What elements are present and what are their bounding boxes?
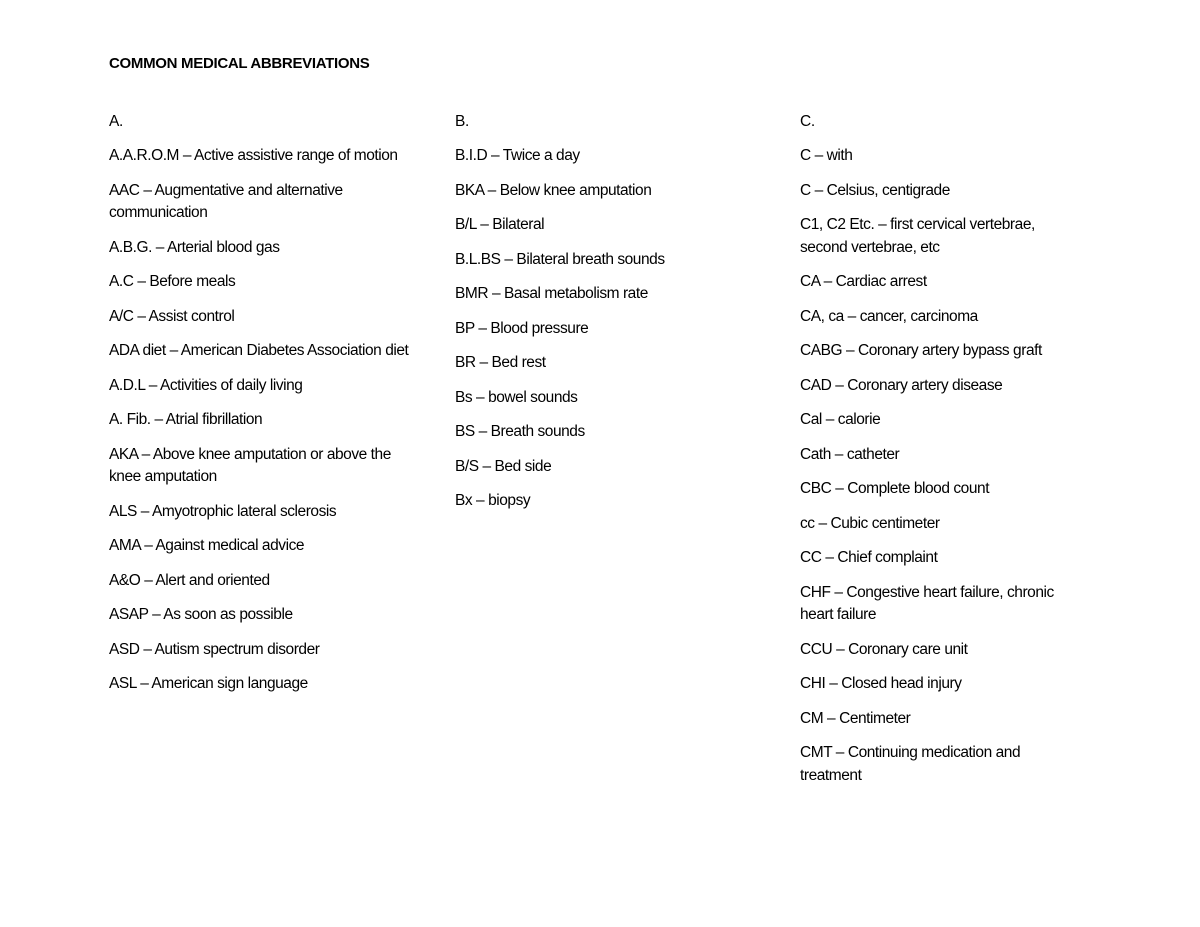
abbreviation-entry: AMA – Against medical advice [109,537,305,554]
abbreviation-entry: BKA – Below knee amputation [455,181,652,199]
abbreviation-entry: ADA diet – American Diabetes Association diet [109,342,409,359]
abbreviation-entry: CABG – Coronary artery bypass graft [800,342,1042,359]
abbreviation-entry: cc – Cubic centimeter [800,514,940,532]
abbreviation-entry: CMT – Continuing medication and treatment [800,744,1021,784]
abbreviation-entry: A.D.L – Activities of daily living [109,376,303,394]
abbreviation-entry: A.C – Before meals [109,273,236,290]
abbreviation-entry: CA – Cardiac arrest [800,273,927,290]
abbreviation-entry: AAC – Augmentative and alternative communication [109,181,343,221]
abbreviation-entry: B/L – Bilateral [455,216,545,233]
abbreviation-entry: A&O – Alert and oriented [109,571,270,589]
abbreviation-entry: Cath – catheter [800,445,900,463]
abbreviation-entry: C1, C2 Etc. – first cervical vertebrae, second vertebrae, etc [800,216,1035,256]
abbreviation-entry: BMR – Basal metabolism rate [455,285,648,302]
abbreviation-entry: C – Celsius, centigrade [800,181,950,199]
abbreviation-entry: ASAP – As soon as possible [109,606,293,623]
abbreviation-entry: A/C – Assist control [109,307,235,325]
abbreviation-entry: ASD – Autism spectrum disorder [109,640,320,658]
abbreviation-entry: CA, ca – cancer, carcinoma [800,307,978,325]
abbreviation-entry: CHF – Congestive heart failure, chronic heart failure [800,583,1054,623]
column-c [800,111,1080,799]
abbreviation-entry: CM – Centimeter [800,709,911,727]
column-heading-c: C. [800,113,815,130]
abbreviation-entry: Bx – biopsy [455,492,531,509]
abbreviation-entry: CAD – Coronary artery disease [800,376,1003,394]
abbreviation-entry: Cal – calorie [800,411,881,428]
abbreviation-entry: ALS – Amyotrophic lateral sclerosis [109,502,337,520]
abbreviation-entry: C – with [800,147,853,164]
abbreviation-entry: B.L.BS – Bilateral breath sounds [455,250,665,268]
column-heading-a: A. [109,113,124,130]
abbreviation-entry: B.I.D – Twice a day [455,147,580,164]
column-a [109,111,409,708]
abbreviation-entry: B/S – Bed side [455,457,552,475]
abbreviation-entry: BR – Bed rest [455,354,546,371]
abbreviation-entry: Bs – bowel sounds [455,388,578,406]
column-b [455,111,755,525]
abbreviation-entry: A.A.R.O.M – Active assistive range of motion [109,147,398,164]
abbreviation-entry: BP – Blood pressure [455,319,589,337]
abbreviation-entry: A.B.G. – Arterial blood gas [109,238,280,256]
abbreviation-entry: CC – Chief complaint [800,549,938,566]
abbreviation-entry: BS – Breath sounds [455,423,585,440]
page-title: COMMON MEDICAL ABBREVIATIONS [109,55,370,72]
abbreviation-entry: A. Fib. – Atrial fibrillation [109,411,263,428]
abbreviation-entry: CCU – Coronary care unit [800,640,968,658]
abbreviation-entry: ASL – American sign language [109,675,308,692]
abbreviation-entry: CBC – Complete blood count [800,480,990,497]
abbreviation-entry: CHI – Closed head injury [800,675,962,692]
abbreviation-entry: AKA – Above knee amputation or above the knee amputation [109,445,391,485]
column-heading-b: B. [455,113,470,130]
